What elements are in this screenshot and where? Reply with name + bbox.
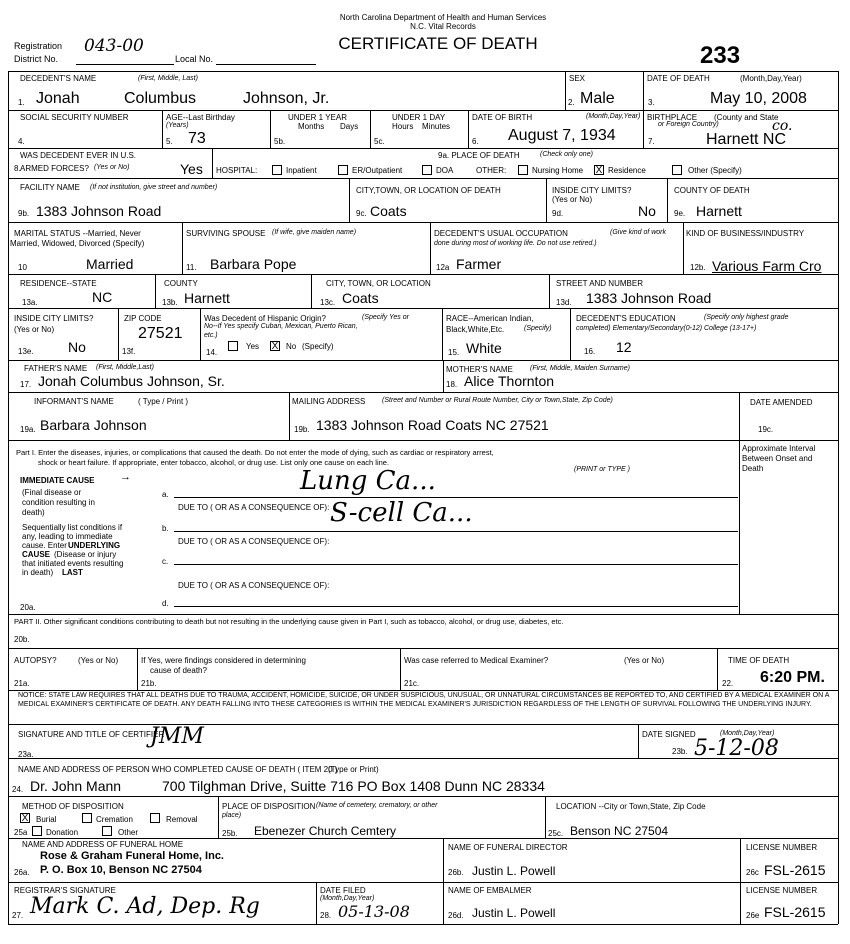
time-of-death-value: 6:20 PM. (760, 669, 825, 686)
hispanic-yes-checkbox[interactable] (228, 341, 238, 351)
donation-checkbox[interactable] (32, 826, 42, 836)
county-of-death-label: COUNTY OF DEATH (674, 186, 750, 195)
city-of-death-value: Coats (370, 203, 407, 219)
director-license-value: FSL-2615 (764, 862, 826, 878)
district-label: District No. (14, 54, 59, 64)
marital-label: MARITAL STATUS --Married, Never (14, 229, 141, 238)
birthplace-label: BIRTHPLACE (647, 113, 698, 122)
date-filed-value: 05-13-08 (338, 902, 410, 921)
occupation-value: Farmer (456, 256, 502, 272)
decedent-last-name: Johnson, Jr. (243, 90, 330, 107)
cause-b-value: S-cell Ca... (330, 498, 473, 528)
spouse-label: SURVIVING SPOUSE (186, 229, 266, 238)
time-of-death-label: TIME OF DEATH (728, 656, 790, 665)
registrar-signature: Mark C. Ad, Dep. Rg (30, 894, 260, 919)
other-place-checkbox[interactable] (672, 165, 682, 175)
funeral-home-name: Rose & Graham Funeral Home, Inc. (40, 850, 224, 862)
armed-forces-value: Yes (180, 161, 203, 177)
decedent-name-hint: (First, Middle, Last) (138, 75, 198, 82)
certificate-title: CERTIFICATE OF DEATH (338, 34, 538, 53)
agency-name: North Carolina Department of Health and Human Services (339, 13, 547, 22)
education-value: 12 (616, 339, 632, 355)
mother-value: Alice Thornton (464, 373, 555, 389)
hispanic-no-checkbox[interactable]: X (271, 341, 279, 352)
date-amended-label: DATE AMENDED (750, 398, 813, 407)
residence-state-label: RESIDENCE--STATE (20, 279, 97, 288)
date-signed-value: 5-12-08 (694, 736, 779, 761)
disposition-location-label: LOCATION --City or Town,State, Zip Code (556, 802, 706, 811)
place-of-disposition-value: Ebenezer Church Cemtery (254, 824, 397, 838)
zip-value: 27521 (138, 325, 183, 342)
certifier-signature-label: SIGNATURE AND TITLE OF CERTIFIER (18, 730, 165, 739)
sex-label: SEX (569, 74, 586, 83)
completer-name: Dr. John Mann (30, 778, 122, 794)
funeral-director-value: Justin L. Powell (472, 864, 556, 878)
business-value: Various Farm Cro (712, 258, 822, 274)
mother-label: MOTHER'S NAME (446, 365, 513, 374)
disposition-method-label: METHOD OF DISPOSITION (22, 802, 124, 811)
father-value: Jonah Columbus Johnson, Sr. (38, 373, 225, 389)
autopsy-label: AUTOPSY? (14, 656, 57, 665)
armed-forces-label: ARMED FORCES? (20, 164, 89, 173)
sex-value: Male (580, 90, 615, 107)
decedent-name-label: DECEDENT'S NAME (20, 74, 97, 83)
age-label: AGE--Last Birthday (166, 113, 235, 122)
facility-value: 1383 Johnson Road (36, 203, 162, 219)
office-name: N.C. Vital Records (410, 22, 476, 31)
date-of-death-value: May 10, 2008 (710, 90, 807, 107)
date-filed-label: DATE FILED (320, 886, 366, 895)
city-of-death-label: CITY,TOWN, OR LOCATION OF DEATH (356, 186, 501, 195)
mailing-address-label: MAILING ADDRESS (292, 397, 366, 406)
occupation-label: DECEDENT'S USUAL OCCUPATION (434, 229, 568, 238)
nursing-home-checkbox[interactable] (518, 165, 528, 175)
certifier-signature: JMM (150, 724, 204, 749)
residence-city-value: Coats (342, 290, 379, 306)
race-value: White (466, 340, 502, 356)
informant-value: Barbara Johnson (40, 417, 147, 433)
registration-number: 043-00 (84, 36, 144, 56)
ssn-label: SOCIAL SECURITY NUMBER (20, 113, 129, 122)
funeral-director-label: NAME OF FUNERAL DIRECTOR (448, 843, 568, 852)
embalmer-license-value: FSL-2615 (764, 904, 826, 920)
other-disposition-checkbox[interactable] (102, 826, 112, 836)
spouse-value: Barbara Pope (210, 256, 297, 272)
marital-value: Married (86, 256, 134, 272)
inpatient-checkbox[interactable] (272, 165, 282, 175)
residence-state-value: NC (92, 289, 113, 305)
date-of-death-label: DATE OF DEATH (647, 74, 710, 83)
part1-instructions: Part I. Enter the diseases, injuries, or complications that caused the death. Do not enter the mode of dying, such as cardiac or respiratory arrest, (16, 448, 494, 457)
date-of-death-hint: (Month,Day,Year) (740, 74, 802, 83)
embalmer-value: Justin L. Powell (472, 906, 556, 920)
father-label: FATHER'S NAME (24, 364, 88, 373)
notice-text: NOTICE: STATE LAW REQUIRES THAT ALL DEATHS DUE TO TRAUMA, ACCIDENT, HOMICIDE, SUICIDE, OR UNDER SUSPICIOUS, UNUSUAL, OR UNNATURAL CIRCUMSTANCES BE REPORTED TO, AND CERTIFIED BY A MEDICAL EXAMINER ON A MEDICAL EXAMINER'S CERTIFICATE OF DEATH. ANY DEATH FALLING INTO THESE CATEGORIES IS WITHIN THE MEDICAL EXAMINER'S JURISDICTION REGARDLESS OF THE LENGTH OF SURVIVAL FOLLOWING THE UNDERLYING INJURY. (18, 692, 829, 708)
er-outpatient-checkbox[interactable] (338, 165, 348, 175)
informant-label: INFORMANT'S NAME (34, 397, 114, 406)
registrar-signature-label: REGISTRAR'S SIGNATURE (14, 886, 116, 895)
immediate-cause-value: Lung Ca... (300, 466, 436, 496)
burial-checkbox[interactable]: X (21, 813, 29, 824)
certificate-number: 233 (700, 42, 741, 69)
completer-label: NAME AND ADDRESS OF PERSON WHO COMPLETED CAUSE OF DEATH ( ITEM 20 ) (18, 765, 338, 774)
removal-checkbox[interactable] (150, 813, 160, 823)
residence-street-value: 1383 Johnson Road (586, 290, 712, 306)
inside-city-limits-value: No (638, 203, 656, 219)
cremation-checkbox[interactable] (82, 813, 92, 823)
business-label: KIND OF BUSINESS/INDUSTRY (686, 229, 805, 238)
residence-inside-limits-value: No (68, 339, 86, 355)
embalmer-label: NAME OF EMBALMER (448, 886, 532, 895)
funeral-home-label: NAME AND ADDRESS OF FUNERAL HOME (22, 840, 184, 849)
residence-county-value: Harnett (184, 290, 230, 306)
age-value: 73 (188, 130, 206, 147)
place-of-disposition-label: PLACE OF DISPOSITION (222, 802, 316, 811)
decedent-middle-name: Columbus (124, 90, 197, 107)
completer-address: 700 Tilghman Drive, Suitte 716 PO Box 1408 Dunn NC 28334 (162, 778, 545, 794)
birthplace-value: Harnett NC (706, 131, 787, 148)
mailing-address-value: 1383 Johnson Road Coats NC 27521 (316, 417, 549, 433)
facility-label: FACILITY NAME (20, 183, 80, 192)
disposition-location-value: Benson NC 27504 (570, 824, 669, 838)
decedent-first-name: Jonah (36, 90, 80, 107)
immediate-cause-label: IMMEDIATE CAUSE (20, 476, 95, 485)
date-signed-label: DATE SIGNED (642, 730, 696, 739)
funeral-home-address: P. O. Box 10, Benson NC 27504 (40, 864, 202, 876)
local-label: Local No. (175, 54, 214, 64)
dob-value: August 7, 1934 (508, 127, 616, 144)
residence-checkbox[interactable]: X (595, 165, 603, 176)
dob-label: DATE OF BIRTH (472, 113, 533, 122)
part2-instructions: PART II. Other significant conditions contributing to death but not resulting in the underlying cause given in Part I, such as tobacco, alcohol, or drug use, diabetes, etc. (14, 617, 564, 626)
county-of-death-value: Harnett (696, 203, 742, 219)
doa-checkbox[interactable] (422, 165, 432, 175)
registration-label: Registration (14, 41, 63, 51)
